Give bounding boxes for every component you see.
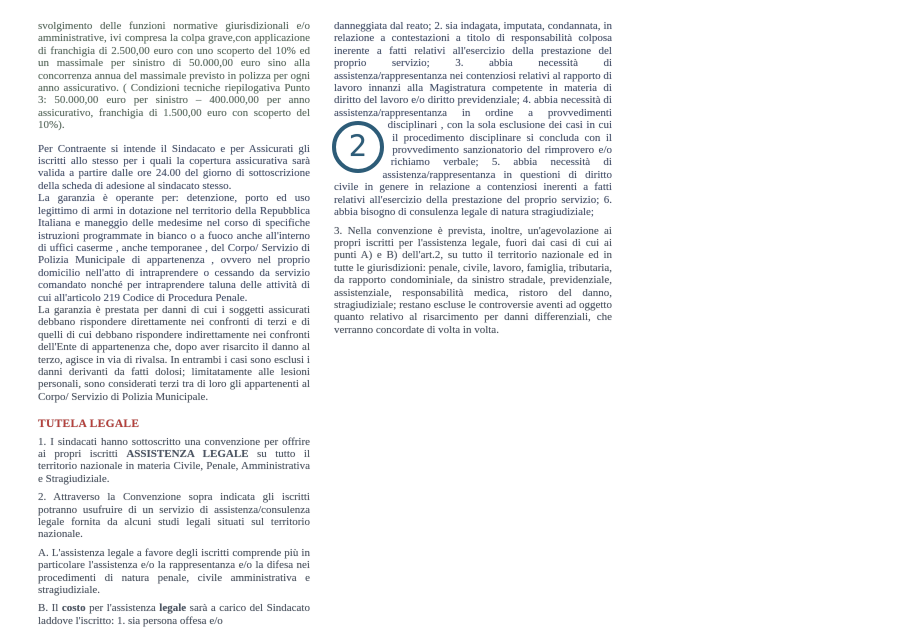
paragraph-text: B. Il [38,602,62,615]
paragraph-item-b [38,602,310,627]
paragraph-text: 1. I sindacati hanno sottoscritto una convenzione per offrire ai propri iscritti [38,435,310,460]
paragraph-list-continuation [334,20,612,219]
paragraph-text: sarà a carico del Sindacato laddove l'iscritto: 1. sia persona offesa e/o [38,602,310,627]
paragraph-item-1 [38,436,310,486]
page-number-2: 2 [348,128,368,163]
paragraph-text: disciplinari , con la sola esclusione dei casi in cui il procedimento disciplinare si concluda con il provvedimento sanzionatorio del rimprovero e/o richiamo verbale; 5. abbia necessità di assistenza/rappresentanza in questioni di diritto civile in genere in relazione a contenziosi inerenti a fatti relativi all'esercizio della prestazione del proprio servizio; 6. abbia bisogno di consulenza legale di natura stragiudiziale; [334,119,612,219]
section-heading-tutela-legale: TUTELA LEGALE [38,418,140,431]
paragraph-contraente: Per Contraente si intende il Sindacato e per Assicurati gli iscritti allo stesso per i quali la copertura assicurativa sarà valida a partire dalle ore 24.00 del giorno di sottoscrizione della scheda di adesione al sindacato stesso. [38,142,310,192]
paragraph-item-2: 2. Attraverso la Convenzione sopra indicata gli iscritti potranno usufruire di un servizio di assistenza/consulenza legale fornita da alcuni studi legali situati sul territorio nazionale. [38,491,310,541]
left-column [38,20,310,627]
costo-bold: costo [61,602,86,615]
right-column [334,20,612,627]
paragraph-garanzia-operante: La garanzia è operante per: detenzione, porto ed uso legittimo di armi in dotazione nel territorio della Repubblica Italiana e maneggio delle medesime nel corso di specifiche istruzioni programmate in bianco o a fuoco anche all'interno di uffici caserme , anche temporanee , del Corpo/ Servizio di Polizia Municipale di appartenenza , ovvero nel proprio domicilio nell'atto di intraprendere o cessando da servizio comandato nonché per intraprendere taluna delle attività di cui all'articolo 219 Codice di Procedura Penale. [38,192,310,304]
paragraph-item-a: A. L'assistenza legale a favore degli iscritti comprende più in particolare l'assistenza e/o la rappresentanza e/o la difesa nei procedimenti di natura penale, civile amministrativa e stragiudiziale. [38,546,310,597]
paragraph-text: su tutto il territorio nazionale in materia Civile, Penale, Amministrativa e Stragiudiziale. [38,448,310,485]
paragraph-convenzione: 3. Nella convenzione è prevista, inoltre, un'agevolazione ai propri iscritti per l'assistenza legale, fuori dai casi di cui ai punti A) e B) dell'art.2, su tutto il territorio nazionale ed in tutte le giurisdizioni: penale, civile, lavoro, famiglia, tributaria, da rapporto condominiale, da sinistro stradale, previdenziale, assistenziale, responsabilità medica, ristoro del danno, stragiudiziale; restano escluse le controversie aventi ad oggetto quanto relativo al risarcimento per danni differenziali, che verranno concordate di volta in volta. [334,224,612,336]
paragraph-text: danneggiata dal reato; 2. sia indagata, imputata, condannata, in relazione a contestazioni a titolo di responsabilità colposa inerente a fatti relativi all'esercizio della prestazione del proprio servizio; 3. abbia necessità di assistenza/rappresentanza nei contenziosi relativi al rapporto di lavoro innanzi alla Magistratura competente in materia di diritto del lavoro e/o diritto previdenziale; 4. abbia necessità di assistenza/rappresentanza in ordine a provvedimenti [334,20,612,119]
paragraph-garanzia-prestata: La garanzia è prestata per danni di cui i soggetti assicurati debbano rispondere direttamente nei confronti di terzi e di quelli di cui debbano rispondere indirettamente nei confronti dell'Ente di appartenenza che, dopo aver risarcito il danno al terzo, agisce in via di rivalsa. In entrambi i casi sono esclusi i danni derivanti da fatti dolosi; limitatamente alle lesioni personali, sono considerati terzi tra di loro gli appartenenti al Corpo/ Servizio di Polizia Municipale. [38,303,310,403]
paragraph-text: per l'assistenza [85,602,160,615]
page-number-stamp [332,121,384,173]
legale-bold: legale [159,602,187,615]
paragraph-policy-limits: svolgimento delle funzioni normative giurisdizionali e/o amministrative, ivi compresa la colpa grave,con applicazione di franchigia di 2.500,00 euro con uno scoperto del 10% ed un massimale per sinistro di 50.000,00 euro sino alla concorrenza annua del massimale previsto in polizza per ogni anno assicurativo. ( Condizioni tecniche riepilogativa Punto 3: 50.000,00 euro per sinistro – 400.000,00 per anno assicurativo, franchigia di 1.500,00 euro con scoperto del 10%). [38,20,310,132]
assistenza-legale-bold: ASSISTENZA LEGALE [126,448,249,460]
